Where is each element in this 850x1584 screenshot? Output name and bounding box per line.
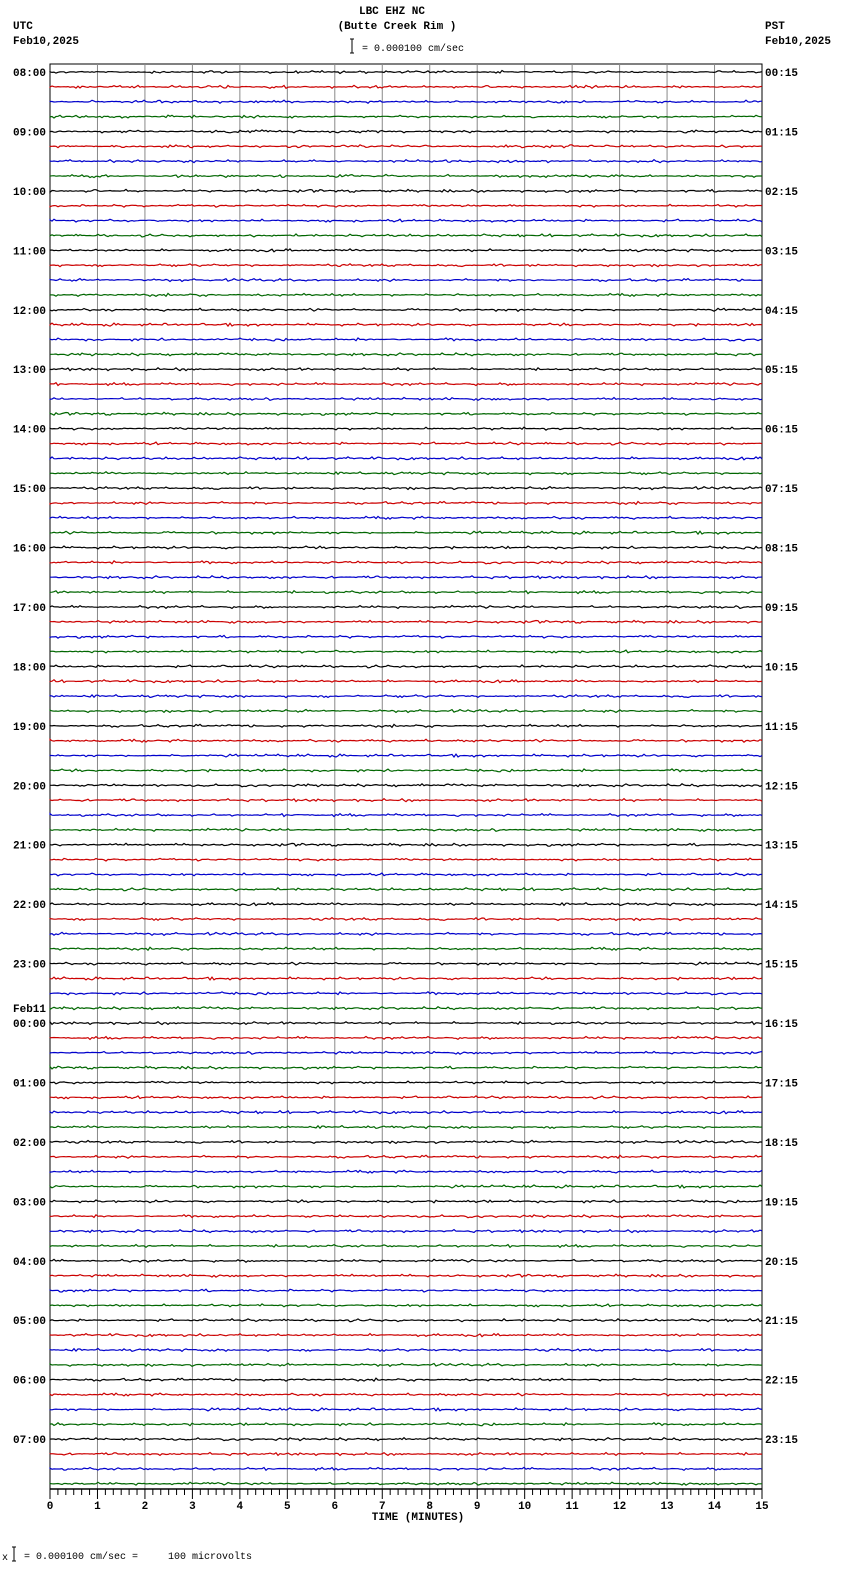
trace (50, 888, 762, 891)
trace (50, 516, 762, 519)
trace (50, 665, 762, 668)
trace (50, 903, 762, 906)
trace (50, 1051, 762, 1054)
footer-scale-bar-icon (12, 1547, 16, 1561)
x-tick-label: 15 (755, 1501, 769, 1513)
trace (50, 754, 762, 757)
trace (50, 799, 762, 802)
chart-title: LBC EHZ NC (358, 6, 426, 18)
left-hour-label: 18:00 (13, 662, 47, 675)
left-hour-label: 03:00 (13, 1197, 47, 1210)
trace (50, 383, 762, 386)
right-hour-label: 18:15 (765, 1137, 799, 1150)
trace (50, 502, 762, 505)
left-hour-label: 15:00 (13, 484, 47, 497)
trace (50, 977, 762, 980)
left-hour-label: 02:00 (13, 1137, 47, 1150)
trace (50, 576, 762, 579)
right-hour-label: 21:15 (765, 1316, 799, 1329)
trace (50, 1274, 762, 1277)
left-hour-label: 04:00 (13, 1256, 47, 1269)
left-hour-label: 07:00 (13, 1435, 47, 1448)
trace (50, 1349, 762, 1352)
trace (50, 85, 762, 88)
trace (50, 264, 762, 267)
right-hour-label: 08:15 (765, 543, 799, 556)
trace (50, 1319, 762, 1322)
trace (50, 1007, 762, 1010)
trace (50, 1453, 762, 1456)
right-hour-label: 02:15 (765, 186, 799, 199)
traces (50, 71, 762, 1486)
trace (50, 1126, 762, 1129)
trace (50, 175, 762, 178)
trace (50, 100, 762, 103)
trace (50, 1467, 762, 1470)
trace (50, 992, 762, 995)
right-hour-label: 14:15 (765, 900, 799, 913)
trace (50, 650, 762, 653)
trace (50, 932, 762, 935)
x-tick-label: 3 (189, 1501, 196, 1513)
right-hour-label: 22:15 (765, 1375, 799, 1388)
x-axis-label: TIME (MINUTES) (371, 1512, 465, 1524)
scale-text: = 0.000100 cm/sec (362, 44, 465, 55)
trace (50, 353, 762, 356)
trace (50, 323, 762, 326)
right-hour-label: 19:15 (765, 1197, 799, 1210)
trace (50, 1096, 762, 1099)
x-tick-label: 13 (660, 1501, 674, 1513)
trace (50, 1408, 762, 1411)
trace (50, 635, 762, 638)
right-hour-label: 23:15 (765, 1435, 799, 1448)
left-date: Feb10,2025 (13, 36, 80, 48)
trace (50, 1259, 762, 1262)
right-hour-label: 16:15 (765, 1019, 799, 1032)
chart-subtitle: (Butte Creek Rim ) (337, 21, 457, 33)
trace (50, 427, 762, 430)
left-hour-label: 11:00 (13, 246, 47, 259)
trace (50, 1081, 762, 1084)
trace (50, 1200, 762, 1203)
trace (50, 591, 762, 594)
trace (50, 814, 762, 817)
left-hour-label: 06:00 (13, 1375, 47, 1388)
trace (50, 724, 762, 727)
trace (50, 1185, 762, 1188)
left-hour-label: 19:00 (13, 721, 47, 734)
left-hour-label: 09:00 (13, 127, 47, 140)
trace (50, 234, 762, 237)
x-tick-label: 12 (612, 1501, 627, 1513)
right-hour-label: 11:15 (765, 721, 799, 734)
left-hour-label: 17:00 (13, 602, 47, 615)
right-date: Feb10,2025 (765, 36, 832, 48)
trace (50, 1111, 762, 1114)
right-hour-label: 09:15 (765, 602, 799, 615)
trace (50, 1022, 762, 1025)
trace (50, 710, 762, 713)
right-hour-label: 03:15 (765, 246, 799, 259)
trace (50, 487, 762, 490)
right-hour-label: 07:15 (765, 484, 799, 497)
x-tick-label: 1 (94, 1501, 101, 1513)
trace (50, 1334, 762, 1337)
trace (50, 308, 762, 311)
x-tick-label: 5 (284, 1501, 291, 1513)
trace (50, 1304, 762, 1307)
trace (50, 442, 762, 445)
x-tick-label: 4 (236, 1501, 244, 1513)
left-hour-label: 12:00 (13, 305, 47, 318)
trace (50, 1155, 762, 1158)
trace (50, 1245, 762, 1248)
scale-bar-icon (350, 39, 354, 53)
trace (50, 1482, 762, 1485)
trace (50, 531, 762, 534)
trace (50, 561, 762, 564)
footer-scale-text: = 0.000100 cm/sec = 100 microvolts (24, 1552, 253, 1563)
trace (50, 189, 762, 192)
right-hour-label: 17:15 (765, 1078, 799, 1091)
x-tick-label: 2 (141, 1501, 149, 1513)
trace (50, 739, 762, 742)
left-hour-label: 10:00 (13, 186, 47, 199)
trace (50, 398, 762, 401)
trace (50, 1438, 762, 1441)
x-tick-label: 6 (331, 1501, 339, 1513)
trace (50, 546, 762, 549)
left-hour-label: 01:00 (13, 1078, 47, 1091)
trace (50, 71, 762, 74)
right-hour-label: 05:15 (765, 365, 799, 378)
trace (50, 1215, 762, 1218)
trace (50, 412, 762, 415)
trace (50, 947, 762, 950)
trace (50, 918, 762, 921)
left-hour-label: 20:00 (13, 781, 47, 794)
trace (50, 293, 762, 296)
trace (50, 873, 762, 876)
left-hour-label: 21:00 (13, 840, 47, 853)
x-tick-label: 14 (707, 1501, 722, 1513)
trace (50, 219, 762, 222)
trace (50, 1378, 762, 1381)
right-hour-label: 12:15 (765, 781, 799, 794)
x-tick-label: 10 (518, 1501, 532, 1513)
left-hour-label: 13:00 (13, 365, 47, 378)
trace (50, 858, 762, 861)
trace (50, 145, 762, 148)
trace (50, 338, 762, 341)
trace (50, 620, 762, 623)
right-hour-label: 20:15 (765, 1256, 799, 1269)
trace (50, 1170, 762, 1173)
date-change-label: Feb11 (13, 1004, 47, 1017)
trace (50, 368, 762, 371)
left-hour-label: 23:00 (13, 959, 47, 972)
x-axis (47, 1489, 769, 1513)
trace (50, 784, 762, 787)
trace (50, 680, 762, 683)
hour-labels (13, 68, 798, 1447)
x-tick-label: 8 (426, 1501, 434, 1513)
trace (50, 695, 762, 698)
trace (50, 1289, 762, 1292)
trace (50, 279, 762, 282)
trace (50, 160, 762, 163)
trace (50, 130, 762, 133)
right-hour-label: 10:15 (765, 662, 799, 675)
left-hour-label: 16:00 (13, 543, 47, 556)
trace (50, 457, 762, 460)
x-tick-label: 7 (378, 1501, 386, 1513)
trace (50, 1423, 762, 1426)
trace (50, 843, 762, 846)
trace (50, 472, 762, 475)
left-hour-label: 00:00 (13, 1019, 47, 1032)
trace (50, 1230, 762, 1233)
trace (50, 1140, 762, 1143)
right-hour-label: 04:15 (765, 305, 799, 318)
footer-prefix: x (2, 1553, 9, 1564)
trace (50, 1393, 762, 1396)
right-hour-label: 15:15 (765, 959, 799, 972)
right-hour-label: 13:15 (765, 840, 799, 853)
trace (50, 1066, 762, 1069)
left-hour-label: 22:00 (13, 900, 47, 913)
left-hour-label: 08:00 (13, 68, 47, 80)
right-hour-label: 06:15 (765, 424, 799, 437)
trace (50, 769, 762, 772)
right-hour-label: 00:15 (765, 68, 799, 80)
trace (50, 962, 762, 965)
x-tick-label: 11 (565, 1501, 579, 1513)
right-hour-label: 01:15 (765, 127, 799, 140)
left-timezone: UTC (13, 21, 33, 33)
left-hour-label: 05:00 (13, 1316, 47, 1329)
x-tick-label: 9 (473, 1501, 481, 1513)
trace (50, 249, 762, 252)
trace (50, 115, 762, 118)
trace (50, 606, 762, 609)
trace (50, 1036, 762, 1039)
right-timezone: PST (765, 21, 785, 33)
x-tick-label: 0 (46, 1501, 54, 1513)
trace (50, 828, 762, 831)
trace (50, 204, 762, 207)
left-hour-label: 14:00 (13, 424, 47, 437)
trace (50, 1363, 762, 1366)
